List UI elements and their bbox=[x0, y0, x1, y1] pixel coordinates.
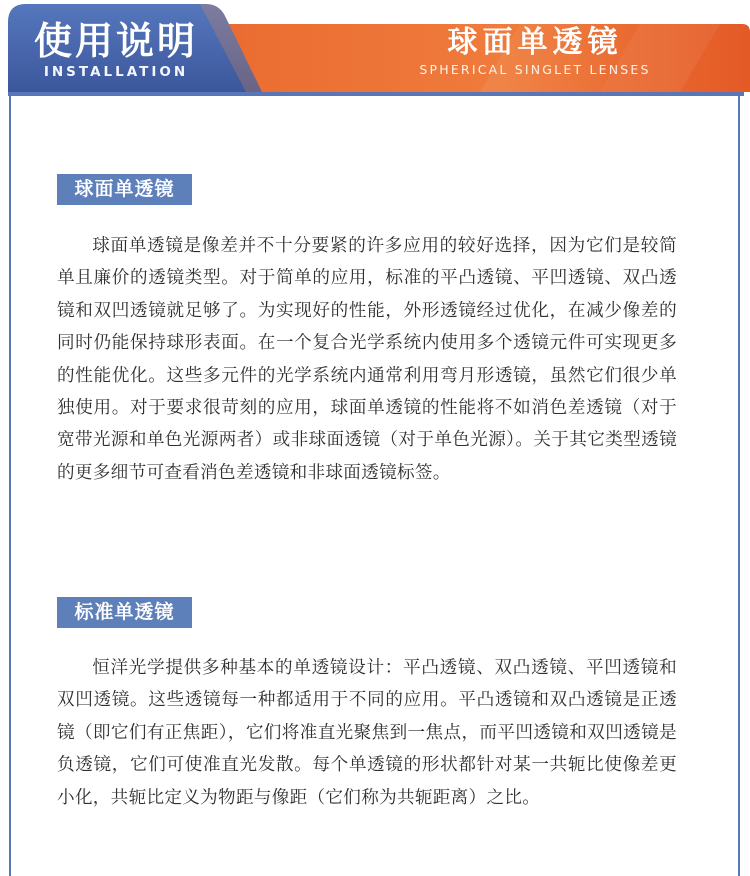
section-label: 标准单透镜 bbox=[57, 597, 192, 628]
installation-title: 使用说明 bbox=[33, 19, 198, 63]
section-paragraph: 球面单透镜是像差并不十分要紧的许多应用的较好选择，因为它们是较简单且廉价的透镜类型。对于简单的应用，标准的平凸透镜、平凹透镜、双凸透镜和双凹透镜就足够了。为实现好的性能，外形透镜经过优化，在减少像差的同时仍能保持球形表面。在一个复合光学系统内使用多个透镜元件可实现更多的性能优化。这些多元件的光学系统内通常利用弯月形透镜，虽然它们很少单独使用。对于要求很苛刻的应用，球面单透镜的性能将不如消色差透镜（对于宽带光源和单色光源两者）或非球面透镜（对于单色光源）。关于其它类型透镜的更多细节可查看消色差透镜和非球面透镜标签。 bbox=[57, 236, 677, 483]
section-spherical-singlet bbox=[57, 174, 677, 489]
installation-tab bbox=[10, 14, 222, 86]
section-paragraph: 恒洋光学提供多种基本的单透镜设计：平凸透镜、双凸透镜、平凹透镜和双凹透镜。这些透镜每一种都适用于不同的应用。平凸透镜和双凸透镜是正透镜（即它们有正焦距），它们将准直光聚焦到一焦点，而平凹透镜和双凹透镜是负透镜，它们可使准直光发散。每个单透镜的形状都针对某一共轭比使像差更小化，共轭比定义为物距与像距（它们称为共轭距离）之比。 bbox=[57, 658, 677, 808]
section-label: 球面单透镜 bbox=[57, 174, 192, 205]
lenses-tab bbox=[350, 24, 720, 88]
lenses-title: 球面单透镜 bbox=[447, 25, 623, 60]
section-standard-singlet bbox=[57, 597, 677, 814]
lenses-subtitle: SPHERICAL SINGLET LENSES bbox=[419, 62, 651, 77]
installation-subtitle: INSTALLATION bbox=[43, 64, 189, 80]
header-banner bbox=[0, 0, 750, 96]
